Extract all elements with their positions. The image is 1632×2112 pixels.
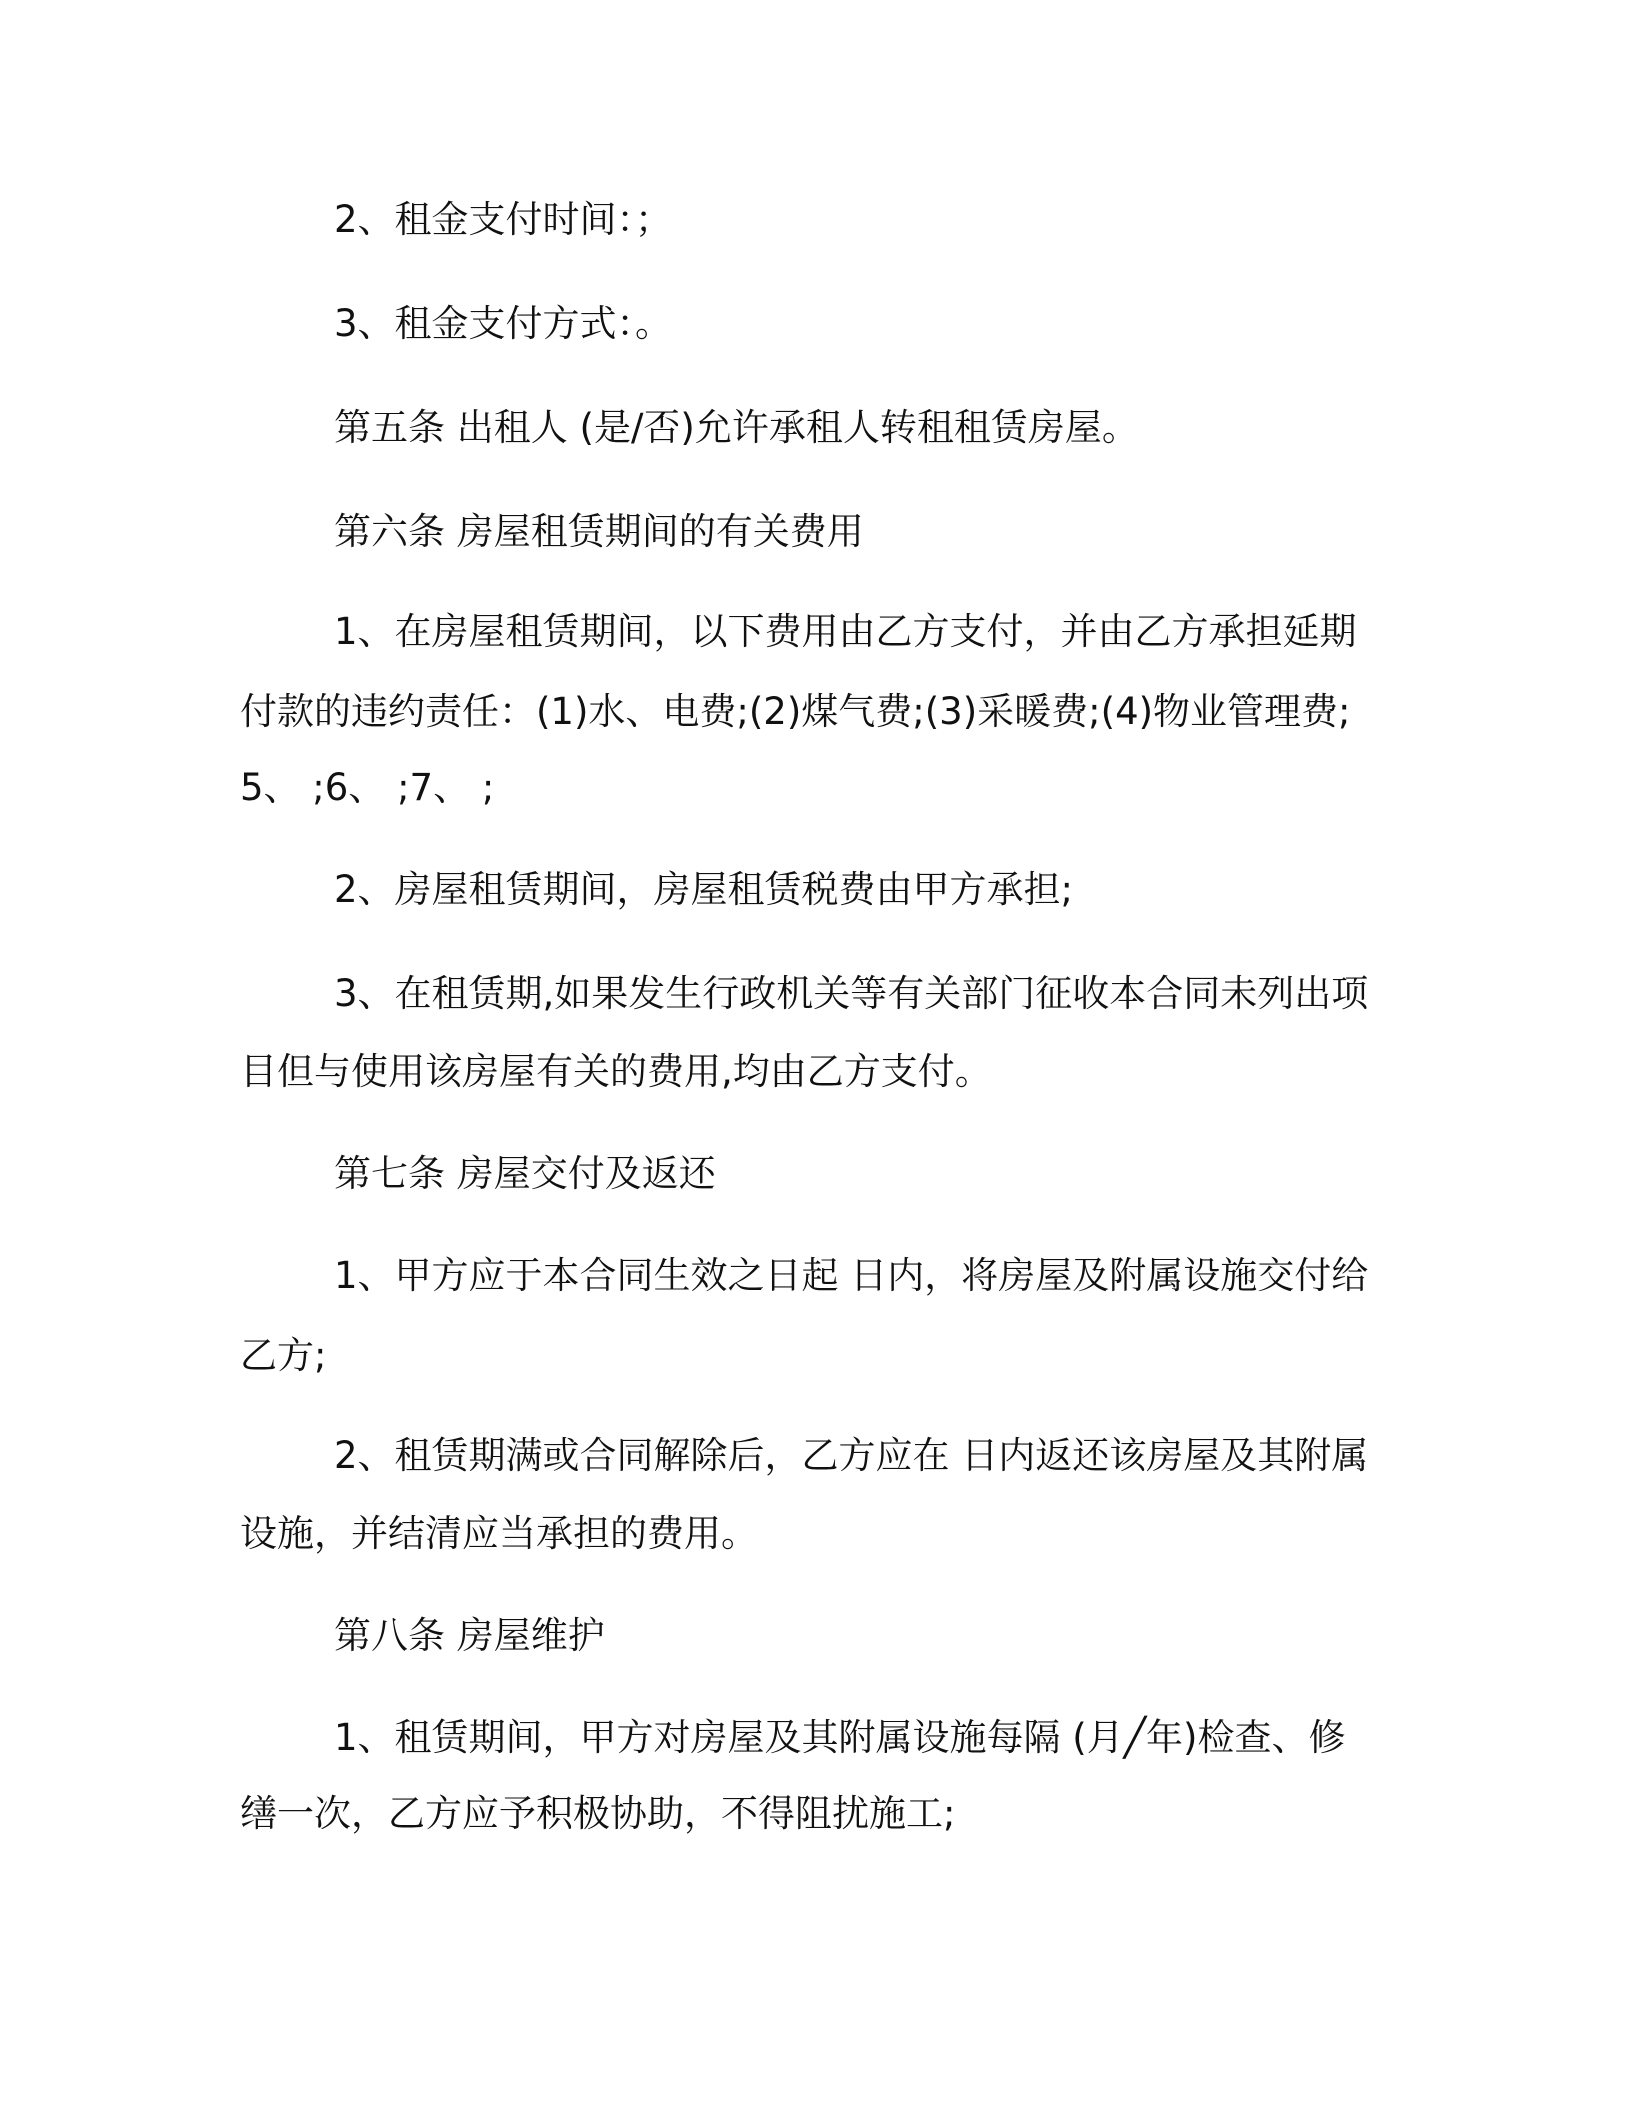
rent-payment-method: 3、租金支付方式：。 — [334, 302, 673, 345]
article-6-heading: 第六条 房屋租赁期间的有关费用 — [334, 510, 864, 553]
article-5: 第五条 出租人 (是/否)允许承租人转租租赁房屋。 — [334, 406, 1139, 449]
article-8-heading: 第八条 房屋维护 — [334, 1614, 605, 1657]
article-6-item-3-line-1: 3、在租赁期,如果发生行政机关等有关部门征收本合同未列出项 — [334, 972, 1369, 1015]
article-6-item-1-line-2: 付款的违约责任：(1)水、电费;(2)煤气费;(3)采暖费;(4)物业管理费; — [240, 690, 1351, 733]
article-6-item-2: 2、房屋租赁期间，房屋租赁税费由甲方承担; — [334, 868, 1074, 911]
article-7-item-2-line-2: 设施，并结清应当承担的费用。 — [240, 1512, 758, 1555]
rent-payment-time: 2、租金支付时间：； — [334, 198, 673, 241]
article-7-item-1-line-2: 乙方; — [240, 1334, 327, 1377]
article-6-item-1-line-3: 5、 ;6、 ;7、 ; — [240, 766, 495, 809]
article-7-item-1-line-1: 1、甲方应于本合同生效之日起 日内，将房屋及附属设施交付给 — [334, 1254, 1369, 1297]
article-7-item-2-line-1: 2、租赁期满或合同解除后，乙方应在 日内返还该房屋及其附属 — [334, 1434, 1369, 1477]
article-8-item-1-line-1: 1、租赁期间，甲方对房屋及其附属设施每隔 (月╱年)检查、修 — [334, 1716, 1346, 1759]
article-7-heading: 第七条 房屋交付及返还 — [334, 1152, 716, 1195]
article-6-item-3-line-2: 目但与使用该房屋有关的费用,均由乙方支付。 — [240, 1050, 992, 1093]
article-8-item-1-line-2: 缮一次，乙方应予积极协助，不得阻扰施工; — [240, 1792, 956, 1835]
article-6-item-1-line-1: 1、在房屋租赁期间，以下费用由乙方支付，并由乙方承担延期 — [334, 610, 1357, 653]
